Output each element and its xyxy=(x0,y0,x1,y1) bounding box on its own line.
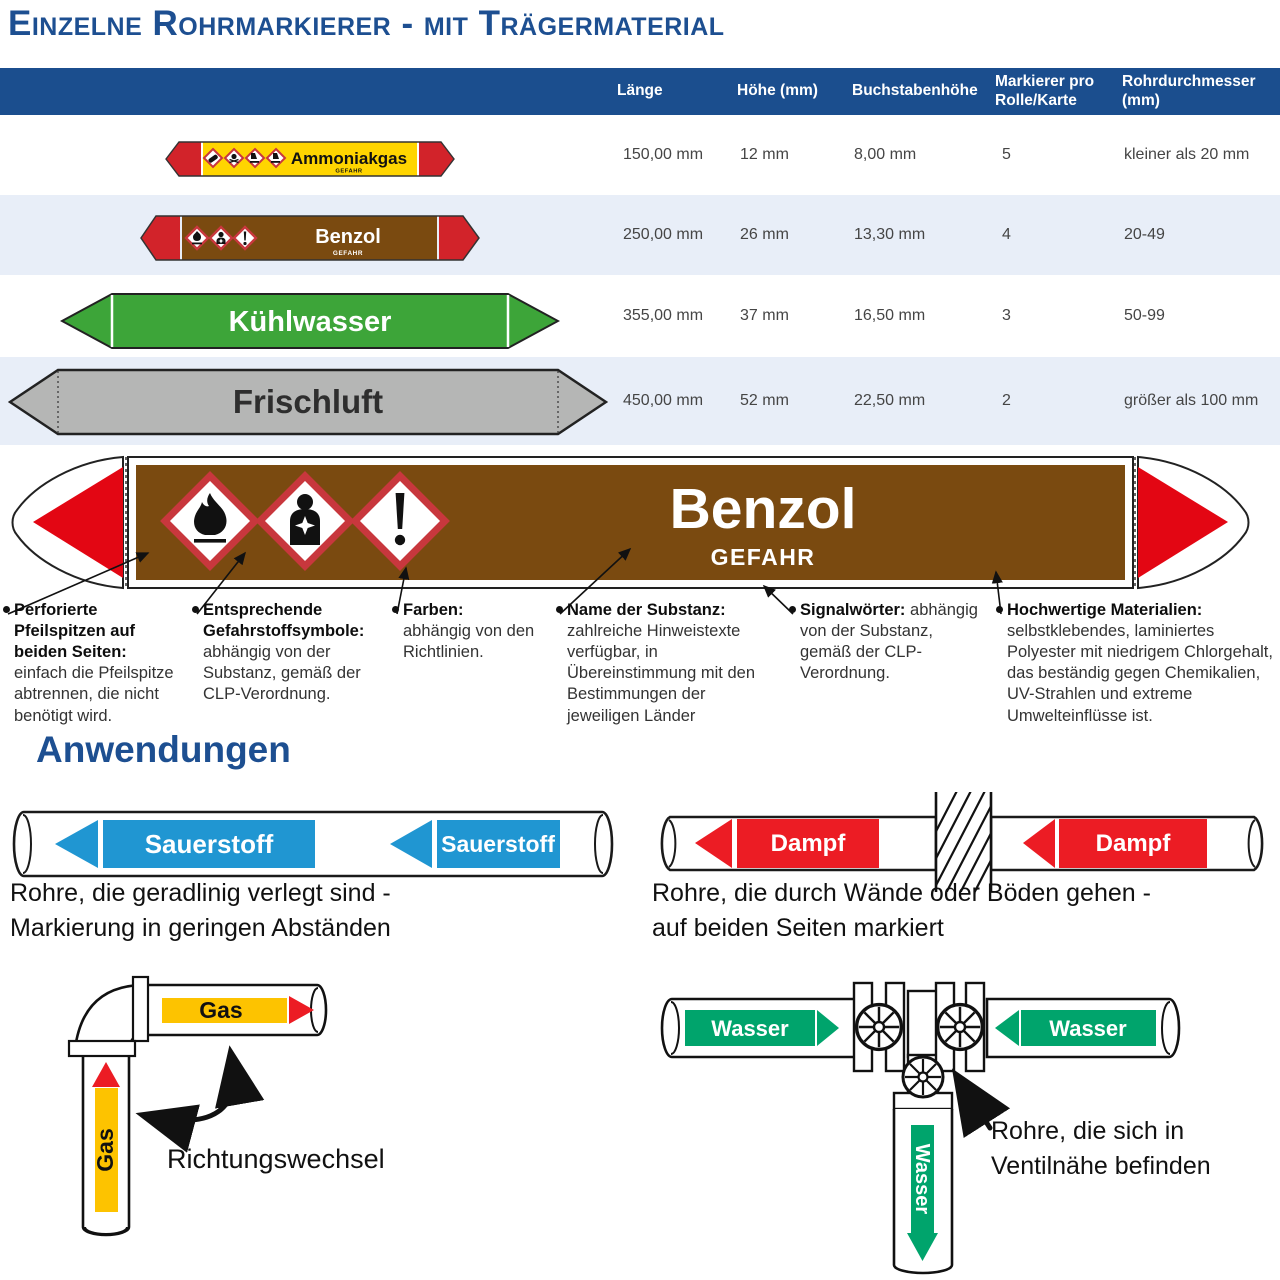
table-row xyxy=(0,195,1280,275)
cell-buchstabenhoehe: 13,30 mm xyxy=(854,226,926,243)
bullet-dot-icon xyxy=(192,606,199,613)
cell-laenge: 355,00 mm xyxy=(623,307,704,324)
marker-gas-horizontal xyxy=(162,996,314,1024)
col-header-hoehe: Höhe (mm) xyxy=(737,82,818,100)
straight-pipe-diagram xyxy=(8,800,618,885)
annotation-title: Name der Substanz: xyxy=(567,601,726,619)
annotation-text: einfach die Pfeilspitze abtrennen, die nicht benötigt wird. xyxy=(14,664,174,725)
marker-label: Ammoniakgas xyxy=(290,149,408,168)
col-header-rohrdurchmesser: Rohrdurchmesser (mm) xyxy=(1122,72,1256,109)
annotation-title: Hochwertige Materialien: xyxy=(1007,601,1203,619)
elbow-caption: Richtungswechsel xyxy=(167,1144,385,1174)
marker-sauerstoff-1 xyxy=(55,820,315,868)
valve-wheel-icon xyxy=(903,1057,943,1097)
table-header xyxy=(0,68,1280,115)
marker-label: Dampf xyxy=(1095,830,1171,857)
valve-wheel-icon xyxy=(938,1005,983,1050)
annotation-text: abhängig von den Richtlinien. xyxy=(403,622,535,662)
table-row xyxy=(0,115,1280,195)
marker-gas-vertical xyxy=(92,1062,120,1212)
pipe-marker-kuehlwasser xyxy=(60,290,560,352)
table-row xyxy=(0,275,1280,357)
wall-pipe-caption xyxy=(652,876,1151,945)
cell-rohrdurchmesser: 20-49 xyxy=(1124,226,1165,243)
caption-line: Markierung in geringen Abständen xyxy=(10,913,391,942)
cell-markierer-pro-rolle: 2 xyxy=(1002,392,1011,409)
valve-callout-arrow xyxy=(960,1081,990,1128)
cell-laenge: 150,00 mm xyxy=(623,146,704,163)
cell-hoehe: 12 mm xyxy=(740,146,789,163)
marker-dampf-1 xyxy=(695,819,879,868)
cell-buchstabenhoehe: 8,00 mm xyxy=(854,146,917,163)
cell-rohrdurchmesser: kleiner als 20 mm xyxy=(1124,146,1250,163)
flange xyxy=(69,1041,135,1056)
pipe-marker-frischluft xyxy=(8,366,608,438)
cell-hoehe: 26 mm xyxy=(740,226,789,243)
featured-label: Benzol xyxy=(669,477,857,541)
bullet-dot-icon xyxy=(996,606,1003,613)
cell-markierer-pro-rolle: 5 xyxy=(1002,146,1011,163)
marker-left-tip xyxy=(141,216,180,260)
cell-buchstabenhoehe: 22,50 mm xyxy=(854,392,926,409)
cell-rohrdurchmesser: 50-99 xyxy=(1124,307,1165,324)
marker-label: Sauerstoff xyxy=(144,829,274,859)
annotation-title: Perforierte Pfeilspitzen auf beiden Seiten: xyxy=(14,601,136,662)
valve-body xyxy=(908,991,938,1057)
flange xyxy=(133,977,148,1041)
valve-caption-line: Ventilnähe befinden xyxy=(991,1152,1211,1180)
marker-label: Wasser xyxy=(911,1143,933,1215)
marker-right-tip xyxy=(419,142,454,176)
col-header-buchstabenhoehe: Buchstabenhöhe xyxy=(852,82,978,100)
bullet-dot-icon xyxy=(789,606,796,613)
annotation-title: Signalwörter: xyxy=(800,601,906,619)
cell-laenge: 250,00 mm xyxy=(623,226,704,243)
marker-dampf-2 xyxy=(1023,819,1207,868)
marker-label: Benzol xyxy=(315,226,381,248)
col-header-laenge: Länge xyxy=(617,82,663,100)
page-title: Einzelne Rohrmarkierer - mit Trägermaterial xyxy=(8,4,725,43)
featured-signal-word: GEFAHR xyxy=(710,544,816,570)
annotation-text: zahlreiche Hinweistexte verfügbar, in Übereinstimmung mit den Bestimmungen der jeweiligen Länder xyxy=(567,622,755,725)
cell-markierer-pro-rolle: 3 xyxy=(1002,307,1011,324)
straight-pipe-caption xyxy=(10,876,391,945)
pipe-marker-benzol xyxy=(140,212,480,264)
pipe-marker-ammoniakgas xyxy=(165,139,455,179)
annotation-title: Entsprechende Gefahrstoffsymbole: xyxy=(203,601,365,641)
caption-line: Rohre, die geradlinig verlegt sind - xyxy=(10,879,391,907)
cell-hoehe: 52 mm xyxy=(740,392,789,409)
bullet-dot-icon xyxy=(392,606,399,613)
cell-laenge: 450,00 mm xyxy=(623,392,704,409)
elbow-pipe-diagram xyxy=(55,965,395,1280)
direction-change-arrow xyxy=(150,1060,234,1120)
marker-signal-word: GEFAHR xyxy=(332,250,364,257)
caption-line: Rohre, die durch Wände oder Böden gehen - xyxy=(652,879,1151,907)
marker-label: Wasser xyxy=(1049,1016,1127,1041)
cell-markierer-pro-rolle: 4 xyxy=(1002,226,1011,243)
marker-wasser-vertical xyxy=(907,1125,938,1261)
marker-label: Sauerstoff xyxy=(441,831,555,857)
valve-wheel-icon xyxy=(857,1005,902,1050)
marker-label: Dampf xyxy=(770,830,846,857)
marker-signal-word: GEFAHR xyxy=(335,168,363,175)
annotation-substance-name xyxy=(567,600,779,727)
cell-buchstabenhoehe: 16,50 mm xyxy=(854,307,926,324)
cell-rohrdurchmesser: größer als 100 mm xyxy=(1124,392,1259,409)
valve-caption-line: Rohre, die sich in xyxy=(991,1117,1185,1145)
annotation-hazard-symbols xyxy=(203,600,371,706)
table-row xyxy=(0,357,1280,445)
valve-pipe-diagram xyxy=(650,965,1280,1280)
marker-left-tip xyxy=(166,142,201,176)
marker-label: Gas xyxy=(92,1128,118,1172)
annotation-text: abhängig von der Substanz, gemäß der CLP-Verordnung. xyxy=(800,601,978,683)
col-header-markierer-pro-rolle: Markierer pro Rolle/Karte xyxy=(995,72,1095,109)
annotation-materials xyxy=(1007,600,1280,727)
caption-line: auf beiden Seiten markiert xyxy=(652,913,944,942)
annotation-title: Farben: xyxy=(403,601,464,619)
annotation-colors xyxy=(403,600,535,663)
annotation-text: abhängig von der Substanz, gemäß der CLP-Verordnung. xyxy=(203,643,361,704)
bullet-dot-icon xyxy=(3,606,10,613)
marker-label: Gas xyxy=(199,997,243,1023)
marker-right-tip xyxy=(439,216,479,260)
annotation-perforated-tips xyxy=(14,600,180,727)
cell-hoehe: 37 mm xyxy=(740,307,789,324)
annotation-signal-words xyxy=(800,600,978,684)
annotation-text: selbstklebendes, laminiertes Polyester mit niedrigem Chlorgehalt, das beständig gegen Chemikalien, UV-Strahlen und extreme Umwelteinflüsse ist. xyxy=(1007,622,1273,725)
marker-label: Frischluft xyxy=(232,383,384,420)
bullet-dot-icon xyxy=(556,606,563,613)
applications-heading: Anwendungen xyxy=(36,729,291,770)
marker-label: Wasser xyxy=(711,1016,789,1041)
marker-label: Kühlwasser xyxy=(228,306,392,338)
